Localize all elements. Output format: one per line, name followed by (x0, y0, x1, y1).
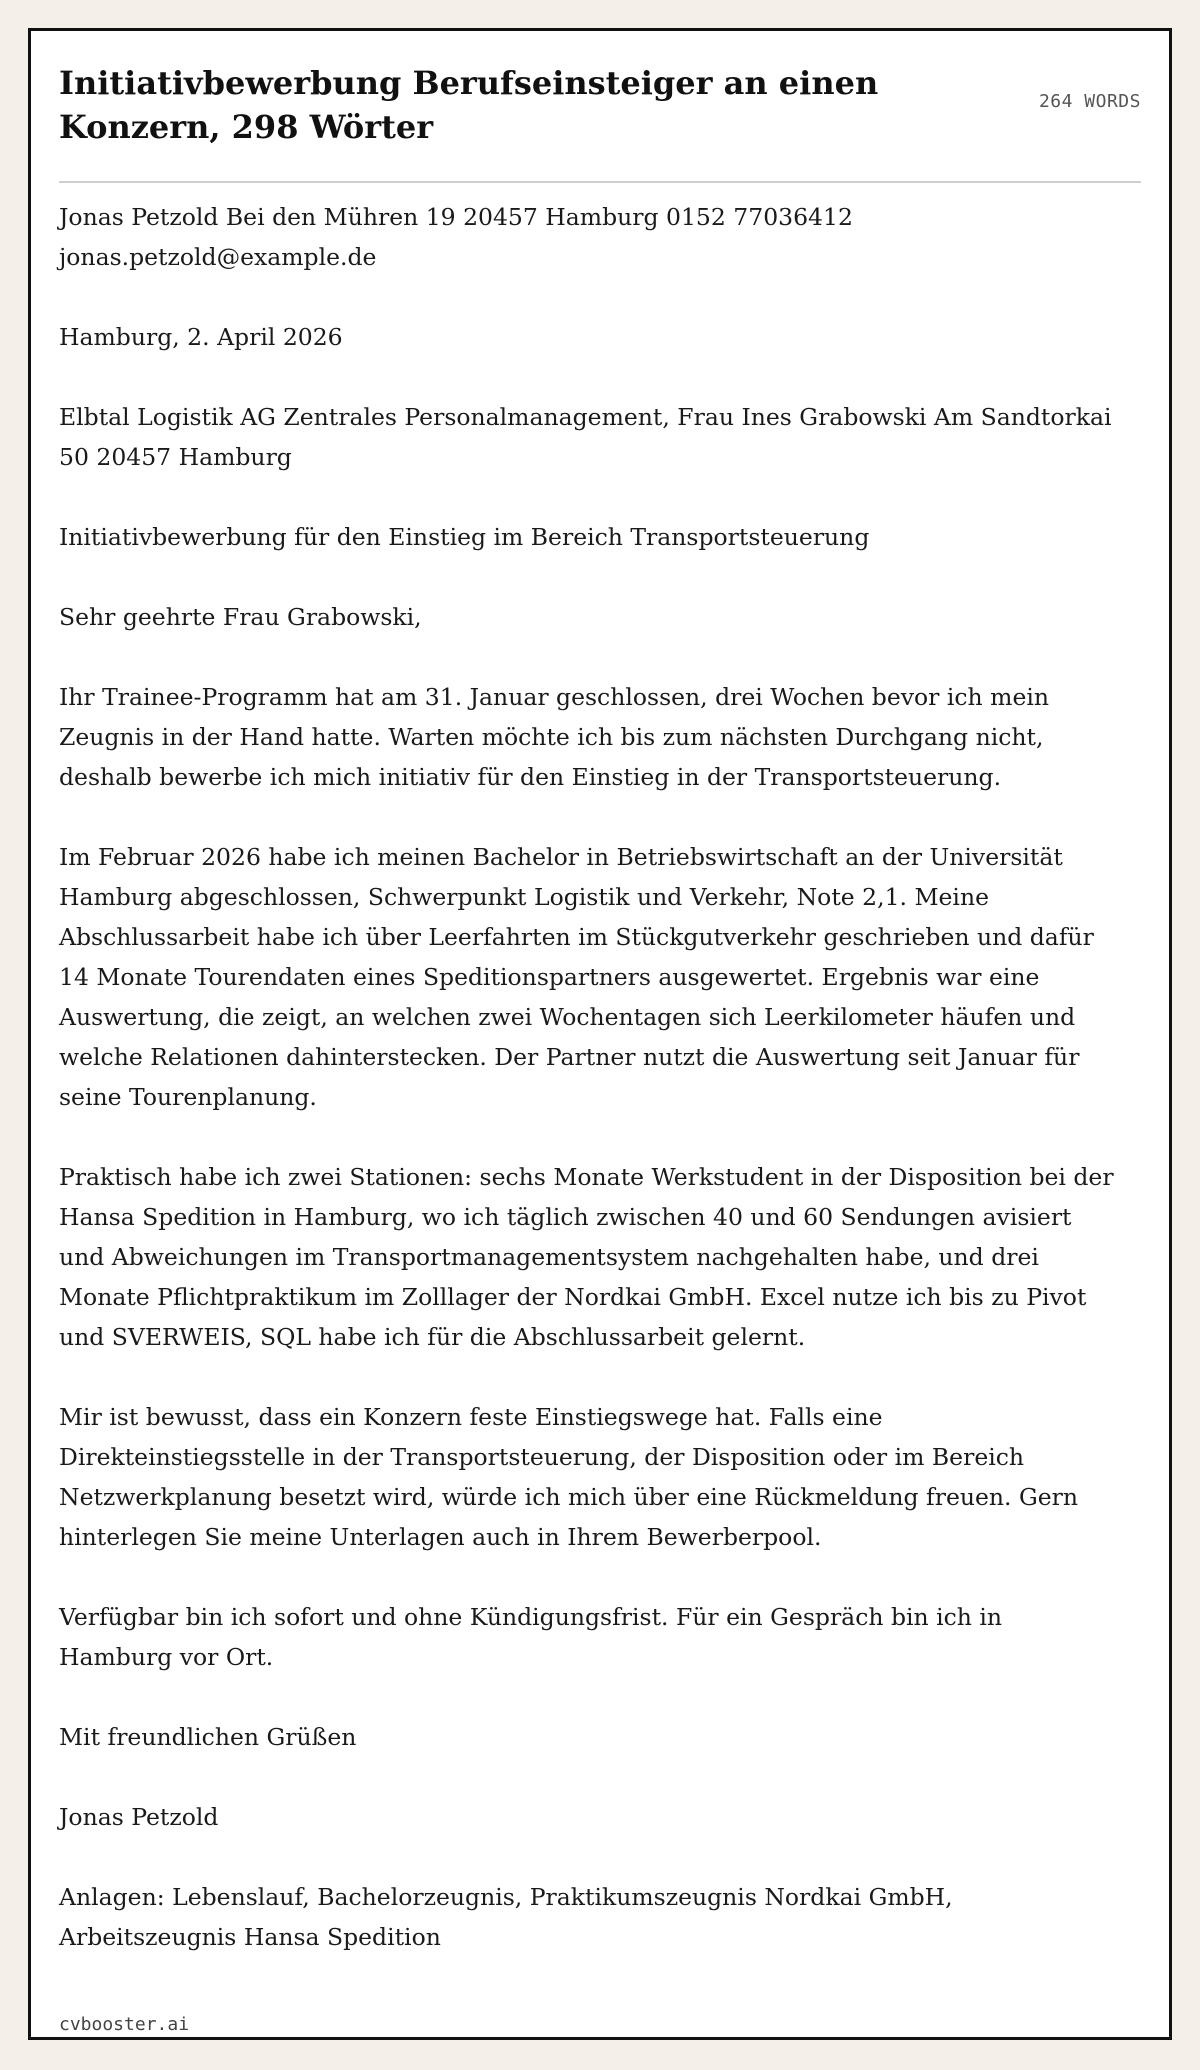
body-paragraph: Praktisch habe ich zwei Stationen: sechs Monate Werkstudent in der Disposition bei der Hansa Spedition in Hamburg, wo ich täglich zwischen 40 und 60 Sendungen avisiert und Abweichungen im Transportmanagementsystem nachgehalten habe, und drei Monate Pflichtpraktikum im Zolllager der Nordkai GmbH. Excel nutze ich bis zu Pivot und SVERWEIS, SQL habe ich für die Abschlussarbeit gelernt. (59, 1163, 1114, 1351)
body-paragraph: Ihr Trainee-Programm hat am 31. Januar geschlossen, drei Wochen bevor ich mein Zeugnis in der Hand hatte. Warten möchte ich bis zum nächsten Durchgang nicht, deshalb bewerbe ich mich initiativ für den Einstieg in der Transportsteuerung. (59, 683, 1050, 791)
body-paragraph: Verfügbar bin ich sofort und ohne Kündigungsfrist. Für ein Gespräch bin ich in Hamburg vor Ort. (59, 1603, 1003, 1671)
subject-line: Initiativbewerbung für den Einstieg im Bereich Transportsteuerung (59, 523, 870, 551)
word-count-badge: 264 WORDS (1038, 91, 1141, 112)
sender-block: Jonas Petzold Bei den Mühren 19 20457 Hamburg 0152 77036412 jonas.petzold@example.de (59, 203, 853, 271)
page-title: Initiativbewerbung Berufseinsteiger an einen Konzern, 298 Wörter (59, 64, 879, 146)
body-paragraph: Im Februar 2026 habe ich meinen Bachelor in Betriebswirtschaft an der Universität Hamburg abgeschlossen, Schwerpunkt Logistik und Verkehr, Note 2,1. Meine Abschlussarbeit habe ich über Leerfahrten im Stückgutverkehr geschrieben und dafür 14 Monate Tourendaten eines Speditionspartners ausgewertet. Ergebnis war eine Auswertung, die zeigt, an welchen zwei Wochentagen sich Leerkilometer häufen und welche Relationen dahinterstecken. Der Partner nutzt die Auswertung seit Januar für seine Tourenplanung. (59, 843, 1094, 1111)
body-paragraph: Mir ist bewusst, dass ein Konzern feste Einstiegswege hat. Falls eine Direkteinstiegsstelle in der Transportsteuerung, der Disposition oder im Bereich Netzwerkplanung besetzt wird, würde ich mich über eine Rückmeldung freuen. Gern hinterlegen Sie meine Unterlagen auch in Ihrem Bewerberpool. (59, 1403, 1079, 1551)
letter-card (28, 28, 1172, 2040)
attachments-line: Anlagen: Lebenslauf, Bachelorzeugnis, Praktikumszeugnis Nordkai GmbH, Arbeitszeugnis Hansa Spedition (59, 1883, 953, 1951)
letter-body (59, 197, 1119, 1997)
closing-line: Mit freundlichen Grüßen (59, 1723, 357, 1751)
brand-footer: cvbooster.ai (59, 2014, 190, 2035)
date-line: Hamburg, 2. April 2026 (59, 323, 343, 351)
letter-header (59, 51, 1141, 183)
recipient-block: Elbtal Logistik AG Zentrales Personalmanagement, Frau Ines Grabowski Am Sandtorkai 50 20457 Hamburg (59, 403, 1112, 471)
salutation: Sehr geehrte Frau Grabowski, (59, 603, 422, 631)
signature-name: Jonas Petzold (59, 1803, 219, 1831)
